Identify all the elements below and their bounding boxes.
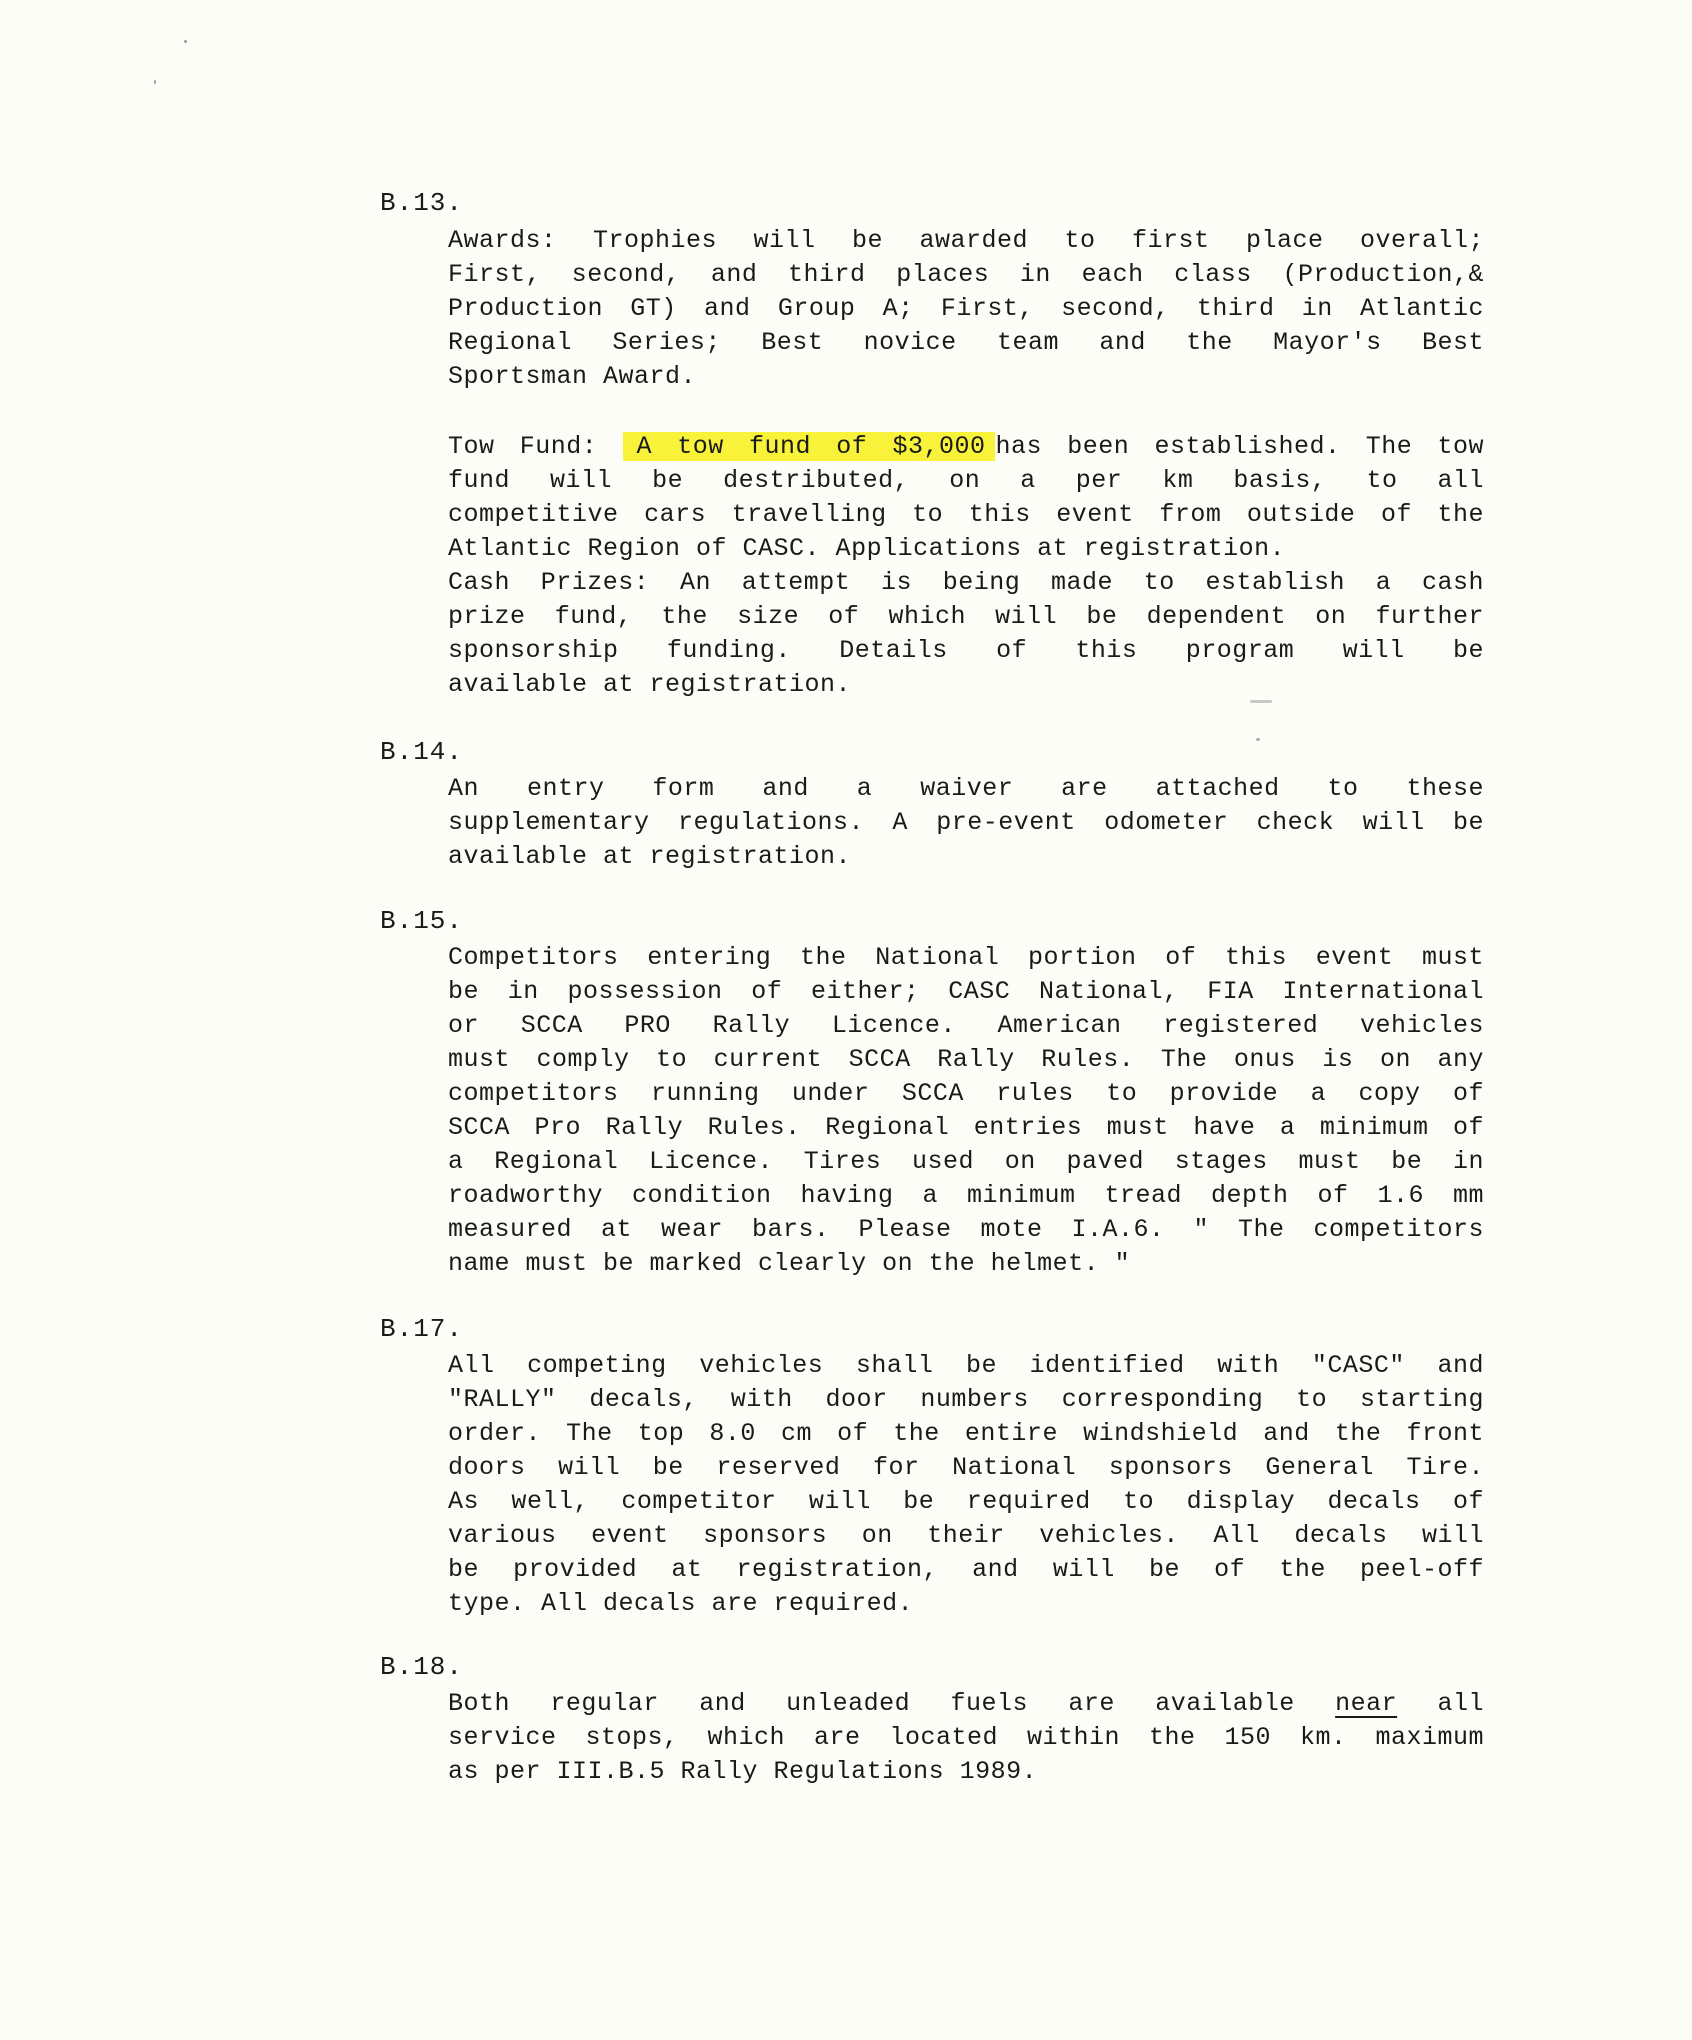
awards-paragraph xyxy=(448,224,1484,394)
text-line: prize fund, the size of which will be dependent on further xyxy=(448,602,1484,631)
fuel-paragraph xyxy=(448,1687,1484,1789)
text-line: available at registration. xyxy=(448,842,852,871)
section-heading-b14: B.14. xyxy=(380,737,464,767)
text-line: type. All decals are required. xyxy=(448,1589,914,1618)
fuel-first-line xyxy=(448,1687,1484,1721)
tow-fund-rest: has been established. The tow xyxy=(995,432,1484,461)
text-line: be provided at registration, and will be of the peel-off xyxy=(448,1555,1484,1584)
highlighted-text: A tow fund of $3,000 xyxy=(623,432,996,461)
text-line: measured at wear bars. Please mote I.A.6. " The competitors xyxy=(448,1215,1484,1244)
text-line: Regional Series; Best novice team and the Mayor's Best xyxy=(448,328,1484,357)
decals-paragraph xyxy=(448,1349,1484,1621)
tow-fund-first-line xyxy=(448,430,1484,464)
text-line: Atlantic Region of CASC. Applications at registration. xyxy=(448,534,1286,563)
text-line: competitive cars travelling to this event from outside of the xyxy=(448,500,1484,529)
text-line: An entry form and a waiver are attached to these xyxy=(448,774,1484,803)
scan-speck xyxy=(1250,700,1272,703)
text-line: must comply to current SCCA Rally Rules. The onus is on any xyxy=(448,1045,1484,1074)
text-line: First, second, and third places in each class (Production,& xyxy=(448,260,1484,289)
text-line: available at registration. xyxy=(448,670,852,699)
text-line: be in possession of either; CASC National, FIA International xyxy=(448,977,1484,1006)
text-line: Awards: Trophies will be awarded to first place overall; xyxy=(448,226,1484,255)
section-heading-b17: B.17. xyxy=(380,1314,464,1344)
text-line: supplementary regulations. A pre-event odometer check will be xyxy=(448,808,1484,837)
entry-form-paragraph xyxy=(448,772,1484,874)
text-segment: all xyxy=(1437,1689,1484,1718)
scan-speck xyxy=(1256,738,1260,741)
section-heading-b13: B.13. xyxy=(380,188,464,218)
competitors-paragraph xyxy=(448,941,1484,1281)
text-line: doors will be reserved for National sponsors General Tire. xyxy=(448,1453,1484,1482)
text-line: Competitors entering the National portion of this event must xyxy=(448,943,1484,972)
tow-fund-label: Tow Fund: xyxy=(448,432,598,461)
text-line: or SCCA PRO Rally Licence. American registered vehicles xyxy=(448,1011,1484,1040)
text-line: competitors running under SCCA rules to provide a copy of xyxy=(448,1079,1484,1108)
text-line: SCCA Pro Rally Rules. Regional entries must have a minimum of xyxy=(448,1113,1484,1142)
text-line: order. The top 8.0 cm of the entire windshield and the front xyxy=(448,1419,1484,1448)
section-heading-b15: B.15. xyxy=(380,906,464,936)
text-line: a Regional Licence. Tires used on paved stages must be in xyxy=(448,1147,1484,1176)
text-line: All competing vehicles shall be identified with "CASC" and xyxy=(448,1351,1484,1380)
text-line: various event sponsors on their vehicles. All decals will xyxy=(448,1521,1484,1550)
tow-fund-paragraph xyxy=(448,430,1484,702)
section-heading-b18: B.18. xyxy=(380,1652,464,1682)
text-line: "RALLY" decals, with door numbers corresponding to starting xyxy=(448,1385,1484,1414)
text-line: sponsorship funding. Details of this program will be xyxy=(448,636,1484,665)
text-segment: Both regular and unleaded fuels are available xyxy=(448,1689,1295,1718)
text-line: name must be marked clearly on the helmet. " xyxy=(448,1249,1131,1278)
text-line: Production GT) and Group A; First, second, third in Atlantic xyxy=(448,294,1484,323)
text-line: Cash Prizes: An attempt is being made to establish a cash xyxy=(448,568,1484,597)
scan-speck xyxy=(154,80,156,84)
underlined-word: near xyxy=(1335,1689,1398,1718)
text-line: As well, competitor will be required to display decals of xyxy=(448,1487,1484,1516)
scan-speck xyxy=(184,40,187,43)
text-line: fund will be destributed, on a per km basis, to all xyxy=(448,466,1484,495)
text-line: Sportsman Award. xyxy=(448,362,697,391)
text-line: roadworthy condition having a minimum tread depth of 1.6 mm xyxy=(448,1181,1484,1210)
text-line: as per III.B.5 Rally Regulations 1989. xyxy=(448,1757,1038,1786)
text-line: service stops, which are located within the 150 km. maximum xyxy=(448,1723,1484,1752)
